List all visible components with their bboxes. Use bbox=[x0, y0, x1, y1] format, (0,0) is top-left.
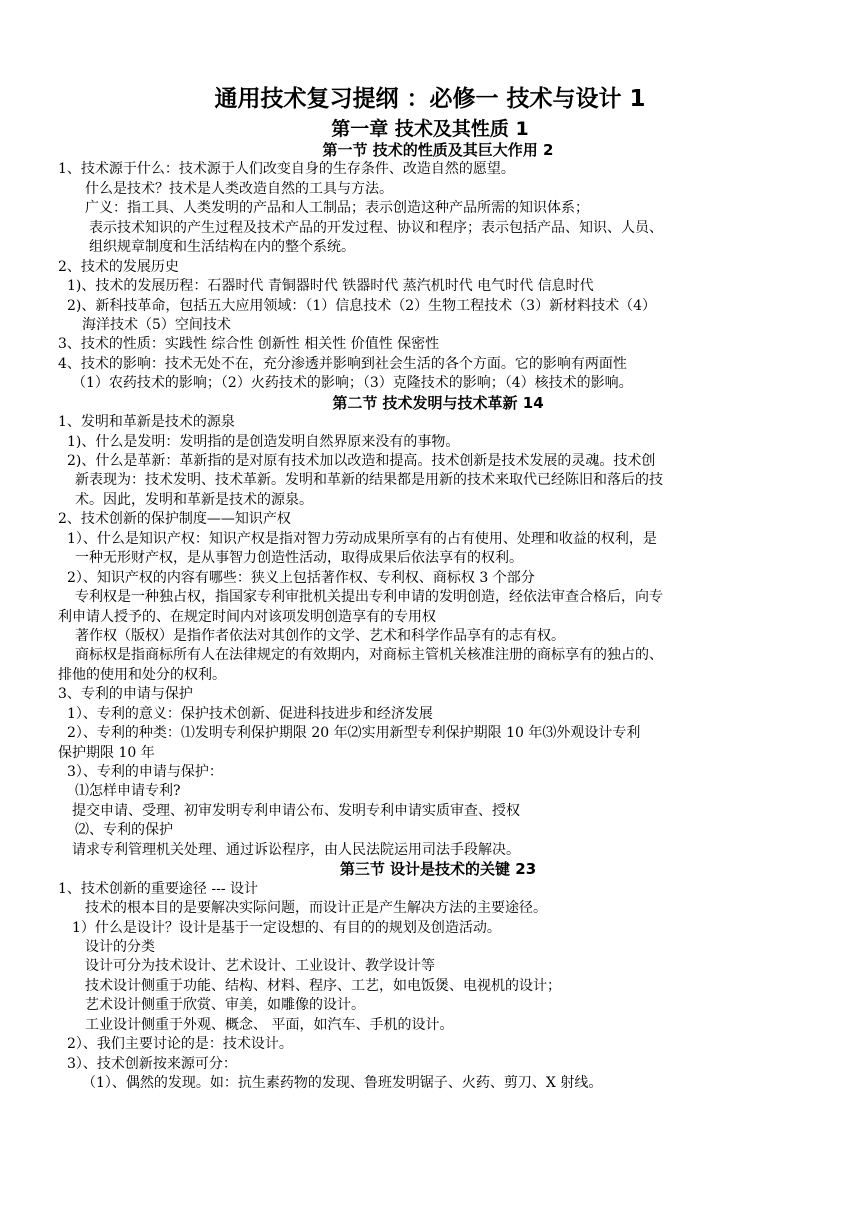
text-line: （1）、偶然的发现。如：抗生素药物的发现、鲁班发明锯子、火药、剪刀、X 射线。 bbox=[82, 1075, 603, 1091]
text-line: ⑴怎样申请专利? bbox=[75, 783, 181, 800]
text-line: 1)、技术的发展历程：石器时代 青铜器时代 铁器时代 蒸汽机时代 电气时代 信息时代 bbox=[67, 278, 594, 295]
text-line: 1）、专利的意义：保护技术创新、促进科技进步和经济发展 bbox=[67, 705, 433, 722]
section-heading: 第二节 技术发明与技术革新 14 bbox=[332, 393, 544, 412]
text-line: 1）什么是设计？设计是基于一定设想的、有目的的规划及创造活动。 bbox=[72, 919, 501, 936]
text-line: 1、技术源于什么：技术源于人们改变自身的生存条件、改造自然的愿望。 bbox=[58, 161, 515, 178]
text-line: 专利权是一种独占权，指国家专利审批机关提出专利申请的发明创造，经依法审查合格后，向专 bbox=[75, 589, 663, 606]
text-line: 表示技术知识的产生过程及技术产品的开发过程、协议和程序；表示包括产品、知识、人员、 bbox=[89, 219, 663, 236]
text-line: 2、技术的发展历史 bbox=[58, 258, 179, 275]
text-line: 术。因此，发明和革新是技术的源泉。 bbox=[75, 491, 313, 508]
section-heading: 第三节 设计是技术的关键 23 bbox=[339, 860, 537, 879]
text-line: 艺术设计侧重于欣赏、审美，如雕像的设计。 bbox=[85, 997, 365, 1014]
text-line: 1)、什么是发明：发明指的是创造发明自然界原来没有的事物。 bbox=[67, 433, 460, 450]
document-body bbox=[58, 141, 818, 1093]
text-line: ⑵、专利的保护 bbox=[75, 822, 173, 839]
text-line: 2)、新科技革命，包括五大应用领域：（1）信息技术（2）生物工程技术（3）新材料技术（4） bbox=[67, 297, 656, 314]
text-line: 请求专利管理机关处理、通过诉讼程序，由人民法院运用司法手段解决。 bbox=[72, 841, 520, 858]
text-line: 技术的根本目的是要解决实际问题，而设计正是产生解决方法的主要途径。 bbox=[85, 900, 547, 917]
text-line: 3）、专利的申请与保护： bbox=[67, 764, 223, 780]
text-line: 3、专利的申请与保护 bbox=[58, 686, 193, 703]
text-line: 2)、什么是革新：革新指的是对原有技术加以改造和提高。技术创新是技术发展的灵魂。技术创 bbox=[67, 453, 656, 469]
text-line: 2）、我们主要讨论的是：技术设计。 bbox=[67, 1036, 293, 1053]
text-line: 设计的分类 bbox=[85, 938, 155, 955]
text-line: 设计可分为技术设计、艺术设计、工业设计、教学设计等 bbox=[85, 958, 435, 975]
text-line: （1）农药技术的影响；（2）火药技术的影响；（3）克隆技术的影响；（4）核技术的影响。 bbox=[72, 375, 633, 392]
text-line: 利申请人授予的、在规定时间内对该项发明创造享有的专用权 bbox=[58, 608, 436, 625]
text-line: 1、发明和革新是技术的源泉 bbox=[58, 414, 235, 431]
text-line: 提交申请、受理、初审发明专利申请公布、发明专利申请实质审查、授权 bbox=[72, 802, 520, 819]
text-line: 海洋技术（5）空间技术 bbox=[82, 316, 231, 333]
document-title: 通用技术复习提纲 ：必修一 技术与设计 1 bbox=[214, 86, 646, 112]
text-line: 技术设计侧重于功能、结构、材料、程序、工艺，如电饭煲、电视机的设计； bbox=[85, 977, 561, 994]
text-line: 新表现为：技术发明、技术革新。发明和革新的结果都是用新的技术来取代已经陈旧和落后的技 bbox=[75, 472, 663, 489]
text-line: 排他的使用和处分的权利。 bbox=[58, 666, 226, 683]
text-line: 工业设计侧重于外观、概念、 平面，如汽车、手机的设计。 bbox=[85, 1016, 454, 1033]
text-line: 广义：指工具、人类发明的产品和人工制品；表示创造这种产品所需的知识体系； bbox=[85, 200, 589, 217]
text-line: 2）、知识产权的内容有哪些：狭义上包括著作权、专利权、商标权 3 个部分 bbox=[67, 569, 535, 586]
text-line: 一种无形财产权，是从事智力创造性活动，取得成果后依法享有的权利。 bbox=[75, 550, 523, 567]
text-line: 2、技术创新的保护制度——知识产权 bbox=[58, 511, 291, 528]
text-line: 保护期限 10 年 bbox=[58, 744, 155, 761]
text-line: 3、技术的性质：实践性 综合性 创新性 相关性 价值性 保密性 bbox=[58, 336, 440, 353]
text-line: 1）、什么是知识产权：知识产权是指对智力劳动成果所享有的占有使用、处理和收益的权利，是 bbox=[67, 530, 657, 547]
text-line: 什么是技术？技术是人类改造自然的工具与方法。 bbox=[85, 180, 393, 197]
text-line: 2）、专利的种类：⑴发明专利保护期限 20 年⑵实用新型专利保护期限 10 年⑶外观设计专利 bbox=[67, 725, 641, 742]
text-line: 1、技术创新的重要途径 --- 设计 bbox=[58, 880, 258, 897]
section-heading: 第一节 技术的性质及其巨大作用 2 bbox=[322, 141, 554, 159]
text-line: 4、技术的影响：技术无处不在，充分渗透并影响到社会生活的各个方面。它的影响有两面性 bbox=[58, 355, 627, 372]
text-line: 商标权是指商标所有人在法律规定的有效期内，对商标主管机关核准注册的商标享有的独占的、 bbox=[75, 647, 663, 664]
text-line: 组织规章制度和生活结构在内的整个系统。 bbox=[89, 239, 355, 256]
chapter-heading: 第一章 技术及其性质 1 bbox=[331, 118, 529, 140]
text-line: 3）、技术创新按来源可分： bbox=[67, 1055, 237, 1072]
text-line: 著作权（版权）是指作者依法对其创作的文学、艺术和科学作品享有的志有权。 bbox=[75, 627, 565, 644]
